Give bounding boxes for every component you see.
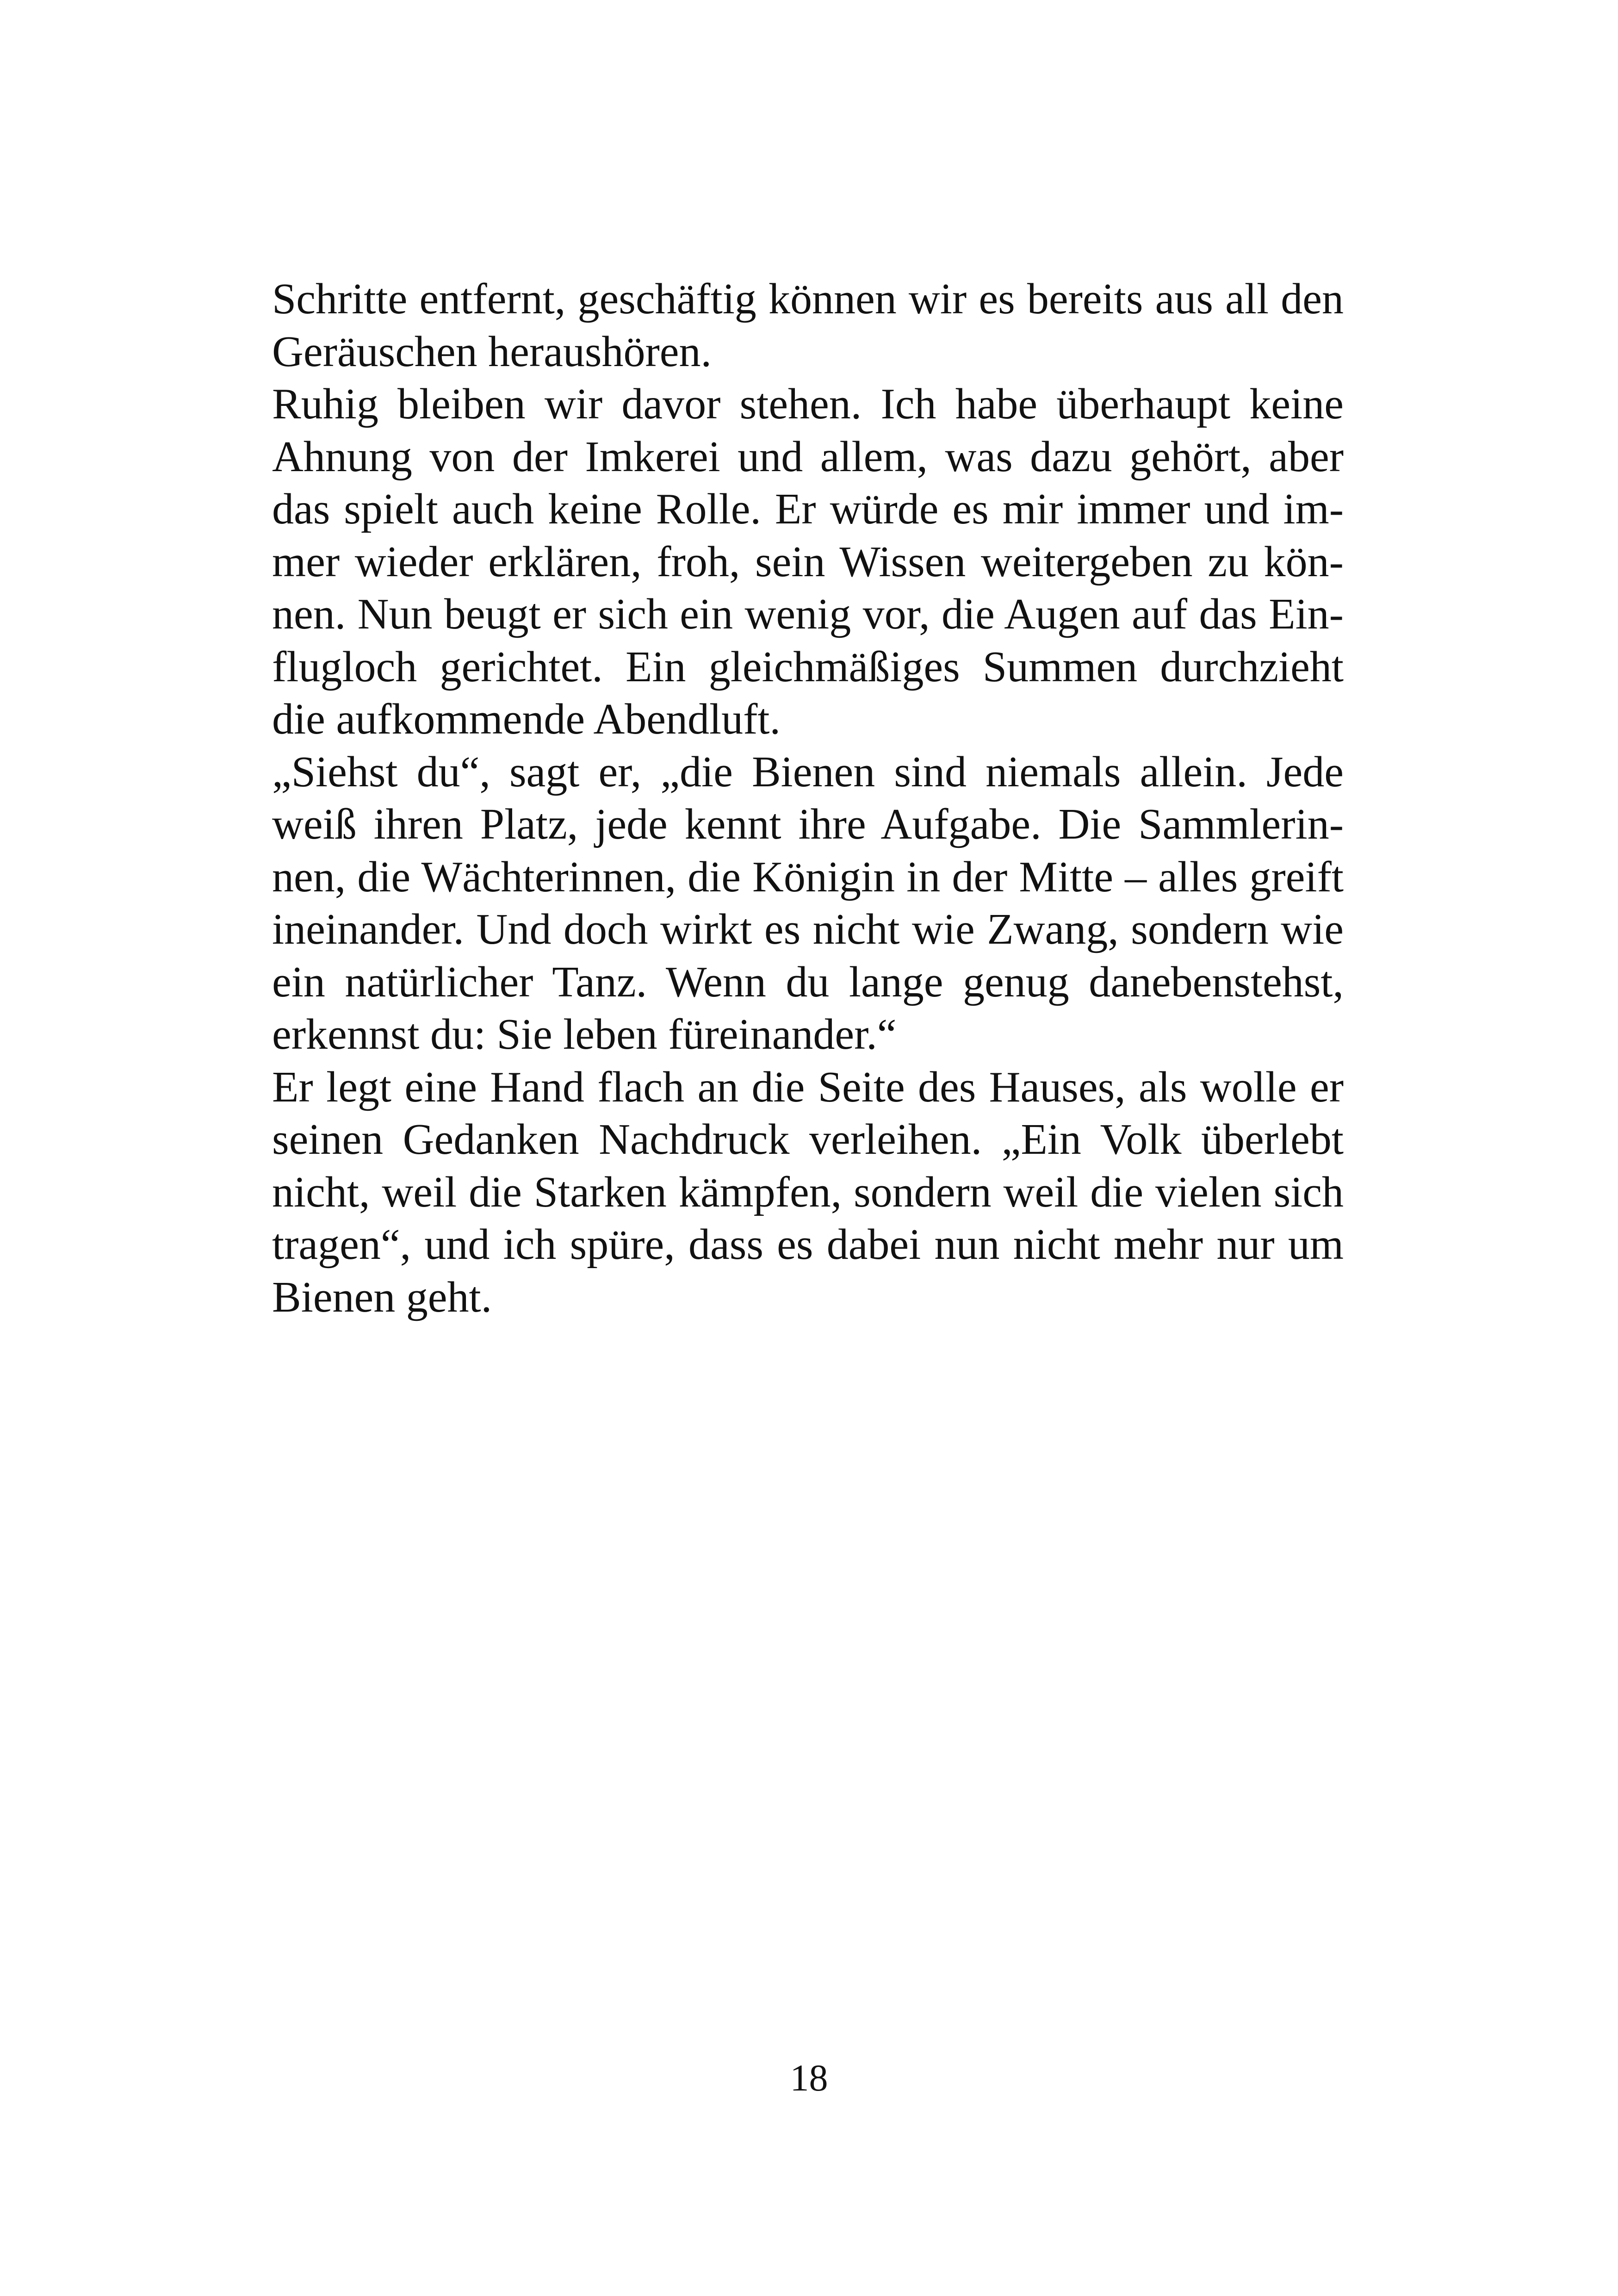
text-line: nen. Nun beugt er sich ein wenig vor, die Augen auf das Ein- <box>272 590 1344 638</box>
text-line: „Siehst du“, sagt er, „die Bienen sind niemals allein. Jede <box>272 747 1344 796</box>
text-line: Schritte entfernt, geschäftig können wir es bereits aus all den <box>272 275 1344 323</box>
text-line: Geräuschen heraushören. <box>272 327 712 376</box>
text-line: Ahnung von der Imkerei und allem, was dazu gehört, aber <box>272 432 1344 481</box>
text-line: nen, die Wächterinnen, die Königin in der Mitte – alles greift <box>272 852 1344 901</box>
text-line: die aufkommende Abendluft. <box>272 695 781 743</box>
text-line: mer wieder erklären, froh, sein Wissen weitergeben zu kön- <box>272 537 1344 586</box>
page-number: 18 <box>790 2057 828 2099</box>
text-line: Bienen geht. <box>272 1273 492 1321</box>
text-line: das spielt auch keine Rolle. Er würde es mir immer und im- <box>272 485 1344 533</box>
text-line: nicht, weil die Starken kämpfen, sondern weil die vielen sich <box>272 1168 1344 1216</box>
text-line: flugloch gerichtet. Ein gleichmäßiges Summen durchzieht <box>272 642 1344 691</box>
text-line: tragen“, und ich spüre, dass es dabei nun nicht mehr nur um <box>272 1220 1344 1269</box>
body-text <box>272 273 1344 1324</box>
text-line: erkennst du: Sie leben füreinander.“ <box>272 1010 897 1058</box>
text-line: weiß ihren Platz, jede kennt ihre Aufgabe. Die Sammlerin- <box>272 800 1344 848</box>
text-line: ineinander. Und doch wirkt es nicht wie Zwang, sondern wie <box>272 905 1344 953</box>
text-line: Er legt eine Hand flach an die Seite des Hauses, als wolle er <box>272 1063 1344 1111</box>
text-line: seinen Gedanken Nachdruck verleihen. „Ein Volk überlebt <box>272 1115 1344 1164</box>
text-line: ein natürlicher Tanz. Wenn du lange genug danebenstehst, <box>272 958 1344 1006</box>
text-line: Ruhig bleiben wir davor stehen. Ich habe überhaupt keine <box>272 380 1344 428</box>
